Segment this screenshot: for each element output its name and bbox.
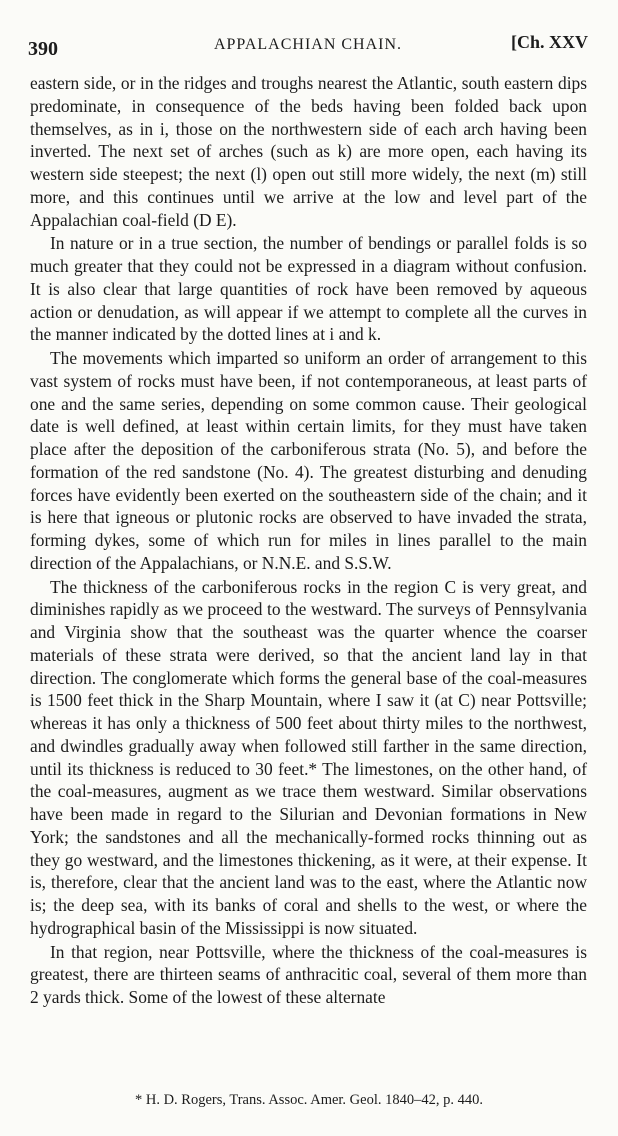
paragraph: In that region, near Pottsville, where the thickness of the coal-measures is greatest, there are thirteen seams of anthracitic coal, several of them more than 2 yards thick. Some of the lowest of these alternate <box>30 941 587 1007</box>
running-title: APPALACHIAN CHAIN. <box>213 36 403 53</box>
paragraph: The movements which imparted so uniform an order of arrangement to this vast system of rocks must have been, if not contemporaneous, at least parts of one and the same series, depending on some common cause. Their geological date is well defined, at least within certain limits, for they must have taken place after the deposition of the carboniferous strata (No. 5), and before the formation of the red sandstone (No. 4). The greatest disturbing and denuding forces have evidently been exerted on the southeastern side of the chain; and it is here that igneous or plutonic rocks are observed to have invaded the strata, forming dykes, some of which run for miles in lines parallel to the main direction of the Appalachians, or N.N.E. and S.S.W. <box>30 348 587 573</box>
chapter-label: [Ch. XXV <box>510 32 588 52</box>
footnote: * H. D. Rogers, Trans. Assoc. Amer. Geol. 1840–42, p. 440. <box>134 1092 483 1108</box>
paragraph: The thickness of the carboniferous rocks in the region C is very great, and diminishes rapidly as we proceed to the westward. The surveys of Pennsylvania and Virginia show that the southeast was the quarter whence the coarser materials of these strata were derived, so that the ancient land lay in that direction. The conglomerate which forms the general base of the coal-measures is 1500 feet thick in the Sharp Mountain, where I saw it (at C) near Pottsville; whereas it has only a thickness of 500 feet about thirty miles to the northwest, and dwindles gradually away when followed still farther in the same direction, until its thickness is reduced to 30 feet.* The limestones, on the other hand, of the coal-measures, augment as we trace them westward. Similar observations have been made in regard to the Silurian and Devonian formations in New York; the sandstones and all the mechanically-formed rocks thinning out as they go westward, and the limestones thickening, as it were, at their expense. It is, therefore, clear that the ancient land was to the east, where the Atlantic now is; the deep sea, with its banks of coral and shells to the west, or where the hydrographical basin of the Mississippi is now situated. <box>30 576 587 938</box>
body-text <box>30 72 587 1009</box>
paragraph: In nature or in a true section, the number of bendings or parallel folds is so much greater that they could not be expressed in a diagram without confusion. It is also clear that large quantities of rock have been removed by aqueous action or denudation, as will appear if we attempt to complete all the curves in the manner indicated by the dotted lines at i and k. <box>30 233 587 345</box>
paragraph: eastern side, or in the ridges and troughs nearest the Atlantic, south eastern dips predominate, in consequence of the beds having been folded back upon themselves, as in i, those on the northwestern side of each arch having been inverted. The next set of arches (such as k) are more open, each having its western side steepest; the next (l) open out still more widely, the next (m) still more, and this continues until we arrive at the low and level part of the Appalachian coal-field (D E). <box>30 73 587 230</box>
page-number: 390 <box>28 38 58 60</box>
running-header <box>28 32 588 62</box>
